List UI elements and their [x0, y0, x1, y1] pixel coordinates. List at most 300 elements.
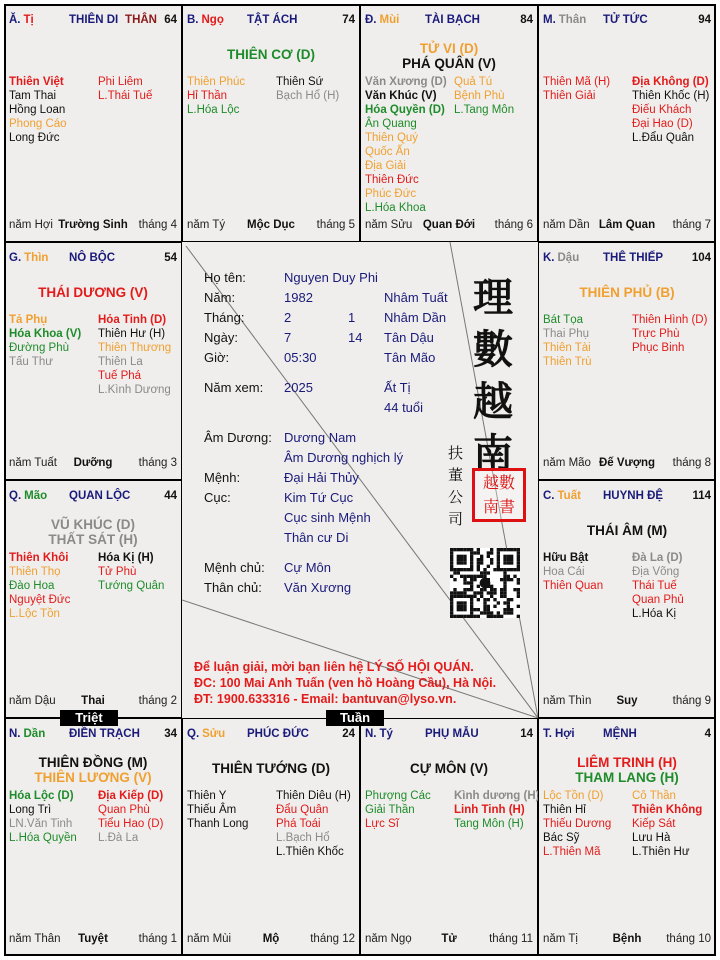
year-label: năm Dậu	[9, 695, 56, 707]
info-value: 05:30	[284, 350, 317, 365]
main-stars	[5, 285, 181, 300]
info-label: Thân chủ:	[204, 580, 262, 595]
info-value: Cự Môn	[284, 560, 331, 575]
minor-star: Linh Tinh (H)	[454, 804, 525, 816]
minor-star: Điếu Khách	[632, 104, 692, 116]
palace-branch: Dần	[23, 728, 46, 740]
stem-letter: B.	[187, 14, 199, 26]
minor-star: Phi Liêm	[98, 76, 143, 88]
palace-branch: Tý	[379, 728, 393, 740]
info-label: Ngày:	[204, 330, 238, 345]
life-stage: Tử	[441, 933, 457, 945]
main-star: THAM LANG (H)	[575, 770, 679, 785]
minor-star: Quan Phủ	[632, 594, 684, 606]
tuvi-chart-board	[4, 4, 716, 956]
palace-age: 4	[704, 728, 711, 740]
palace-branch: Thìn	[24, 252, 49, 264]
palace-branch: Mão	[24, 490, 48, 502]
minor-star: Thiên Khôi	[9, 552, 69, 564]
minor-star: Bác Sỹ	[543, 832, 580, 844]
minor-stars-right	[454, 75, 514, 117]
than-marker: THÂN	[125, 14, 157, 26]
minor-star: Tiểu Hao (D)	[98, 818, 164, 830]
life-stage: Tuyệt	[78, 933, 108, 945]
minor-star: Thiên Phúc	[187, 76, 246, 88]
minor-star: Phúc Đức	[365, 188, 417, 200]
palace-stem	[543, 14, 586, 26]
palace-footer	[543, 933, 711, 947]
minor-star: L.Tang Môn	[454, 104, 515, 116]
minor-star: Lực Sĩ	[365, 818, 399, 830]
main-star: TỬ VI (D)	[419, 41, 479, 56]
minor-stars-right	[276, 75, 339, 103]
minor-star: Quan Phù	[98, 804, 150, 816]
main-stars	[539, 523, 715, 538]
palace-name: TỬ TỨC	[603, 14, 648, 26]
main-stars	[361, 761, 537, 776]
minor-star: Bát Tọa	[543, 314, 584, 326]
main-star: THIÊN LƯƠNG (V)	[34, 770, 152, 785]
minor-star: Văn Khúc (V)	[365, 90, 437, 102]
triet-marker: Triệt	[60, 710, 118, 726]
info-value-canchi: Nhâm Dần	[384, 310, 447, 325]
minor-star: L.Hóa Lộc	[187, 104, 240, 116]
minor-star: L.Hóa Khoa	[365, 202, 426, 214]
minor-star: Thanh Long	[187, 818, 249, 830]
minor-star: Long Trì	[9, 804, 52, 816]
year-label: năm Mùi	[187, 933, 232, 945]
year-label: năm Hợi	[9, 219, 53, 231]
minor-stars-right	[98, 789, 163, 845]
contact-line: ĐC: 100 Mai Anh Tuấn (ven hồ Hoàng Cầu), Hà Nội.	[194, 676, 497, 690]
tuan-marker: Tuần	[326, 710, 384, 726]
minor-star: Hỉ Thần	[187, 90, 228, 102]
palace-stem	[9, 252, 48, 264]
minor-star: Ân Quang	[365, 118, 417, 130]
palace-age: 84	[520, 14, 533, 26]
palace-stem	[365, 728, 393, 740]
minor-star: Thiên Hư (H)	[98, 328, 166, 340]
minor-star: Văn Xương (D)	[365, 76, 447, 88]
minor-star: Thiên Thọ	[9, 566, 61, 578]
main-star: CỰ MÔN (V)	[410, 761, 488, 776]
palace-age: 54	[164, 252, 177, 264]
palace-stem	[9, 490, 47, 502]
minor-star: Địa Không (D)	[632, 76, 709, 88]
palace-cell[interactable]	[538, 718, 716, 956]
palace-name: TÀI BẠCH	[425, 14, 480, 26]
palace-cell[interactable]	[360, 4, 538, 242]
main-stars	[361, 41, 537, 71]
main-stars	[5, 755, 181, 785]
palace-name: MỆNH	[603, 728, 637, 740]
info-value: Nguyen Duy Phi	[284, 270, 378, 285]
info-value-canchi: Tân Mão	[384, 350, 436, 365]
palace-cell[interactable]	[360, 718, 538, 956]
month-label: tháng 8	[672, 457, 711, 469]
minor-star: Đẩu Quân	[276, 804, 329, 816]
minor-star: Hữu Bật	[543, 552, 589, 564]
minor-star: L.Thiên Mã	[543, 846, 601, 858]
palace-footer	[365, 933, 533, 947]
palace-footer	[543, 219, 711, 233]
minor-stars-left	[9, 75, 67, 145]
minor-star: Thiên Trù	[543, 356, 592, 368]
life-stage: Bệnh	[612, 933, 642, 945]
main-star: THIÊN PHỦ (B)	[579, 285, 675, 300]
month-label: tháng 6	[494, 219, 533, 231]
palace-age: 24	[342, 728, 355, 740]
month-label: tháng 5	[316, 219, 355, 231]
minor-stars-right	[632, 75, 709, 145]
palace-age: 34	[164, 728, 177, 740]
info-value-canchi: Nhâm Tuất	[384, 290, 448, 305]
month-label: tháng 9	[672, 695, 711, 707]
palace-header	[9, 728, 177, 742]
minor-star: Thiếu Âm	[187, 804, 237, 816]
minor-star: Bệnh Phù	[454, 90, 505, 102]
palace-footer	[187, 933, 355, 947]
calligraphy-side: 扶 董 公 司	[448, 444, 464, 528]
palace-age: 114	[692, 490, 711, 502]
palace-name: NÔ BỘC	[69, 252, 115, 264]
minor-star: Tử Phù	[98, 566, 137, 578]
month-label: tháng 1	[138, 933, 177, 945]
year-label: năm Dần	[543, 219, 590, 231]
minor-star: Hồng Loan	[9, 104, 66, 116]
palace-header	[187, 14, 355, 28]
minor-star: Kiếp Sát	[632, 818, 676, 830]
minor-star: Thiên Sứ	[276, 76, 324, 88]
minor-stars-left	[543, 789, 611, 859]
minor-star: Thai Phụ	[543, 328, 590, 340]
minor-stars-left	[543, 313, 592, 369]
life-stage: Mộ	[262, 933, 280, 945]
life-stage: Quan Đới	[422, 219, 476, 231]
center-info-panel	[182, 242, 538, 718]
main-stars	[5, 517, 181, 547]
minor-star: L.Hóa Kị	[632, 608, 677, 620]
palace-branch: Tuất	[557, 490, 581, 502]
stem-letter: Đ.	[365, 14, 377, 26]
minor-stars-right	[632, 313, 707, 355]
minor-stars-left	[365, 789, 431, 831]
stem-letter: Q.	[187, 728, 200, 740]
palace-name: ĐIỀN TRẠCH	[69, 728, 140, 740]
palace-header	[9, 252, 177, 266]
year-label: năm Mão	[543, 457, 591, 469]
life-stage: Thai	[81, 695, 105, 707]
palace-cell[interactable]	[4, 242, 182, 480]
minor-stars-right	[632, 551, 684, 621]
minor-star: Tả Phụ	[9, 314, 48, 326]
main-stars	[539, 285, 715, 300]
minor-star: Thiếu Dương	[543, 818, 612, 830]
year-label: năm Thân	[9, 933, 61, 945]
life-stage: Dưỡng	[73, 457, 113, 469]
minor-stars-left	[187, 75, 245, 117]
info-value-lunar: 1	[348, 310, 356, 325]
palace-header	[543, 252, 711, 266]
minor-star: Hoa Cái	[543, 566, 585, 578]
palace-branch: Hợi	[554, 728, 575, 740]
main-star: THÁI DƯƠNG (V)	[38, 285, 148, 300]
minor-star: Hóa Khoa (V)	[9, 328, 82, 340]
palace-footer	[9, 457, 177, 471]
palace-cell[interactable]	[4, 480, 182, 718]
info-value-canchi: Tân Dậu	[384, 330, 434, 345]
minor-star: Phá Toái	[276, 818, 321, 830]
info-label: Họ tên:	[204, 270, 246, 285]
main-star: THÁI ÂM (M)	[586, 523, 668, 538]
qr-code[interactable]	[450, 548, 520, 618]
palace-footer	[9, 219, 177, 233]
palace-stem	[9, 14, 34, 26]
palace-stem	[543, 252, 579, 264]
palace-cell[interactable]	[538, 242, 716, 480]
minor-star: Nguyệt Đức	[9, 594, 71, 606]
palace-branch: Tị	[23, 14, 34, 26]
info-label: Mệnh:	[204, 470, 241, 485]
minor-star: Cô Thần	[632, 790, 676, 802]
palace-footer	[543, 695, 711, 709]
month-label: tháng 2	[138, 695, 177, 707]
palace-cell[interactable]	[538, 480, 716, 718]
stem-letter: Q.	[9, 490, 22, 502]
minor-star: Phượng Các	[365, 790, 431, 802]
minor-stars-left	[9, 313, 81, 369]
info-value: 2	[284, 310, 292, 325]
palace-branch: Sửu	[202, 728, 226, 740]
minor-star: L.Thái Tuế	[98, 90, 153, 102]
minor-stars-left	[365, 75, 447, 215]
info-label: Mệnh chủ:	[204, 560, 265, 575]
palace-name: THÊ THIẾP	[603, 252, 664, 264]
minor-star: Hóa Lộc (D)	[9, 790, 74, 802]
palace-header	[187, 728, 355, 742]
minor-star: Tang Môn (H)	[454, 818, 524, 830]
palace-name: PHỤ MẪU	[425, 728, 479, 740]
palace-stem	[365, 14, 399, 26]
minor-star: Đường Phù	[9, 342, 69, 354]
minor-star: Quả Tú	[454, 76, 493, 88]
stem-letter: M.	[543, 14, 556, 26]
life-stage: Đế Vượng	[598, 457, 656, 469]
info-value-canchi: Ất Tị	[384, 380, 411, 395]
main-star: THIÊN TƯỚNG (D)	[212, 761, 330, 776]
minor-star: Giải Thần	[365, 804, 415, 816]
palace-header	[9, 14, 177, 28]
palace-header	[543, 490, 711, 504]
minor-star: L.Hóa Quyền	[9, 832, 77, 844]
minor-star: Thiên Việt	[9, 76, 64, 88]
minor-star: Địa Giải	[365, 160, 406, 172]
info-label: Năm xem:	[204, 380, 264, 395]
minor-star: L.Kình Dương	[98, 384, 171, 396]
minor-star: Thiên Không	[632, 804, 703, 816]
palace-footer	[187, 219, 355, 233]
minor-star: Thiên Quý	[365, 132, 419, 144]
month-label: tháng 10	[666, 933, 711, 945]
minor-stars-left	[9, 789, 77, 845]
palace-cell[interactable]	[182, 4, 360, 242]
info-label: Cục:	[204, 490, 231, 505]
minor-star: Thiên Thương	[98, 342, 172, 354]
palace-branch: Mùi	[379, 14, 400, 26]
minor-stars-left	[543, 75, 610, 103]
minor-star: Hóa Quyền (D)	[365, 104, 445, 116]
minor-star: Đào Hoa	[9, 580, 55, 592]
palace-stem	[543, 490, 581, 502]
month-label: tháng 4	[138, 219, 177, 231]
palace-branch: Dậu	[557, 252, 580, 264]
minor-star: Địa Kiếp (D)	[98, 790, 164, 802]
minor-star: L.Bạch Hổ	[276, 832, 330, 844]
minor-star: L.Đẩu Quân	[632, 132, 695, 144]
year-label: năm Tuất	[9, 457, 57, 469]
stem-letter: N.	[9, 728, 21, 740]
palace-name: QUAN LỘC	[69, 490, 131, 502]
main-star: THẤT SÁT (H)	[48, 532, 138, 547]
minor-star: Thiên Đức	[365, 174, 419, 186]
palace-header	[543, 14, 711, 28]
palace-header	[365, 14, 533, 28]
info-value: 7	[284, 330, 292, 345]
palace-footer	[365, 219, 533, 233]
minor-star: Phong Cáo	[9, 118, 67, 130]
palace-cell[interactable]	[182, 718, 360, 956]
minor-star: Thiên Y	[187, 790, 227, 802]
minor-star: Hỏa Tinh (D)	[98, 314, 167, 326]
palace-age: 14	[520, 728, 533, 740]
month-label: tháng 7	[672, 219, 711, 231]
minor-star: Tam Thai	[9, 90, 57, 102]
main-stars	[539, 755, 715, 785]
palace-branch: Ngọ	[201, 14, 224, 26]
minor-star: Thiên La	[98, 356, 143, 368]
palace-header	[543, 728, 711, 742]
life-stage: Mộc Dục	[247, 219, 295, 231]
minor-star: Hóa Kị (H)	[98, 552, 154, 564]
info-label: Âm Dương:	[204, 430, 272, 445]
palace-footer	[9, 695, 177, 709]
year-label: năm Ngọ	[365, 933, 412, 945]
palace-name: TẬT ÁCH	[247, 14, 298, 26]
minor-stars-right	[98, 313, 171, 397]
palace-footer	[543, 457, 711, 471]
main-star: THIÊN CƠ (D)	[226, 47, 315, 62]
stem-letter: C.	[543, 490, 555, 502]
minor-star: Lộc Tồn (D)	[543, 790, 604, 802]
minor-stars-right	[98, 551, 164, 593]
minor-star: Lưu Hà	[632, 832, 671, 844]
minor-star: L.Đà La	[98, 832, 139, 844]
stem-letter: T.	[543, 728, 552, 740]
month-label: tháng 11	[489, 933, 533, 945]
palace-cell[interactable]	[538, 4, 716, 242]
life-stage: Suy	[616, 695, 638, 707]
palace-stem	[9, 728, 45, 740]
minor-star: LN.Văn Tinh	[9, 818, 73, 830]
minor-star: Thiên Tài	[543, 342, 591, 354]
info-value: Thân cư Di	[284, 530, 349, 545]
contact-line: ĐT: 1900.633316 - Email: bantuvan@lyso.vn.	[194, 692, 457, 706]
info-value: Đại Hải Thủy	[284, 470, 359, 485]
year-label: năm Tý	[187, 219, 226, 231]
info-value-canchi: 44 tuổi	[384, 400, 424, 415]
main-star: LIÊM TRINH (H)	[577, 755, 677, 770]
minor-star: Thiên Giải	[543, 90, 596, 102]
minor-star: Thiên Khốc (H)	[632, 90, 710, 102]
palace-stem	[187, 14, 224, 26]
info-label: Năm:	[204, 290, 236, 305]
palace-age: 64	[164, 14, 177, 26]
minor-star: Đại Hao (D)	[632, 118, 693, 130]
minor-star: Long Đức	[9, 132, 60, 144]
calligraphy-logo: 理 數 越 南	[473, 274, 513, 477]
minor-star: L.Thiên Khốc	[276, 846, 344, 858]
palace-footer	[9, 933, 177, 947]
info-value: Dương Nam	[284, 430, 357, 445]
minor-star: Thiên Diêu (H)	[276, 790, 351, 802]
info-value: Âm Dương nghịch lý	[284, 450, 404, 465]
year-label: năm Thìn	[543, 695, 592, 707]
main-stars	[183, 761, 359, 776]
minor-star: Tướng Quân	[98, 580, 165, 592]
palace-age: 74	[342, 14, 355, 26]
contact-line: Để luận giải, mời bạn liên hệ LÝ SỐ HỘI QUÁN.	[194, 660, 474, 674]
minor-star: Quốc Ấn	[365, 146, 410, 158]
minor-star: Đà La (D)	[632, 552, 683, 564]
palace-name: PHÚC ĐỨC	[247, 728, 309, 740]
palace-cell[interactable]	[4, 718, 182, 956]
palace-branch: Thân	[558, 14, 587, 26]
minor-star: L.Lộc Tồn	[9, 608, 60, 620]
info-value-lunar: 14	[348, 330, 363, 345]
main-stars	[183, 47, 359, 62]
minor-star: Kình dương (H)	[454, 790, 540, 802]
month-label: tháng 12	[310, 933, 355, 945]
palace-age: 104	[691, 252, 711, 264]
minor-stars-right	[98, 75, 152, 103]
main-star: PHÁ QUÂN (V)	[402, 56, 496, 71]
main-star: VŨ KHÚC (D)	[51, 517, 135, 532]
minor-stars-left	[9, 551, 70, 621]
palace-age: 44	[164, 490, 177, 502]
minor-star: Phục Binh	[632, 342, 685, 354]
info-value: 2025	[284, 380, 313, 395]
info-value: 1982	[284, 290, 313, 305]
palace-header	[365, 728, 533, 742]
minor-star: Thiên Hỉ	[543, 804, 586, 816]
minor-star: Thái Tuế	[632, 580, 677, 592]
year-label: năm Sửu	[365, 219, 413, 231]
minor-star: Trực Phù	[632, 328, 680, 340]
info-value: Cục sinh Mệnh	[284, 510, 371, 525]
minor-star: L.Thiên Hư	[632, 846, 690, 858]
life-stage: Trường Sinh	[58, 219, 128, 231]
palace-stem	[187, 728, 225, 740]
palace-header	[9, 490, 177, 504]
palace-name: HUYNH ĐỆ	[603, 490, 664, 502]
stem-letter: Ă.	[9, 14, 21, 26]
minor-star: Tấu Thư	[9, 356, 53, 368]
minor-star: Bạch Hổ (H)	[276, 90, 340, 102]
life-stage: Lâm Quan	[598, 219, 656, 231]
palace-age: 94	[698, 14, 711, 26]
palace-cell[interactable]	[4, 4, 182, 242]
minor-stars-right	[632, 789, 702, 859]
